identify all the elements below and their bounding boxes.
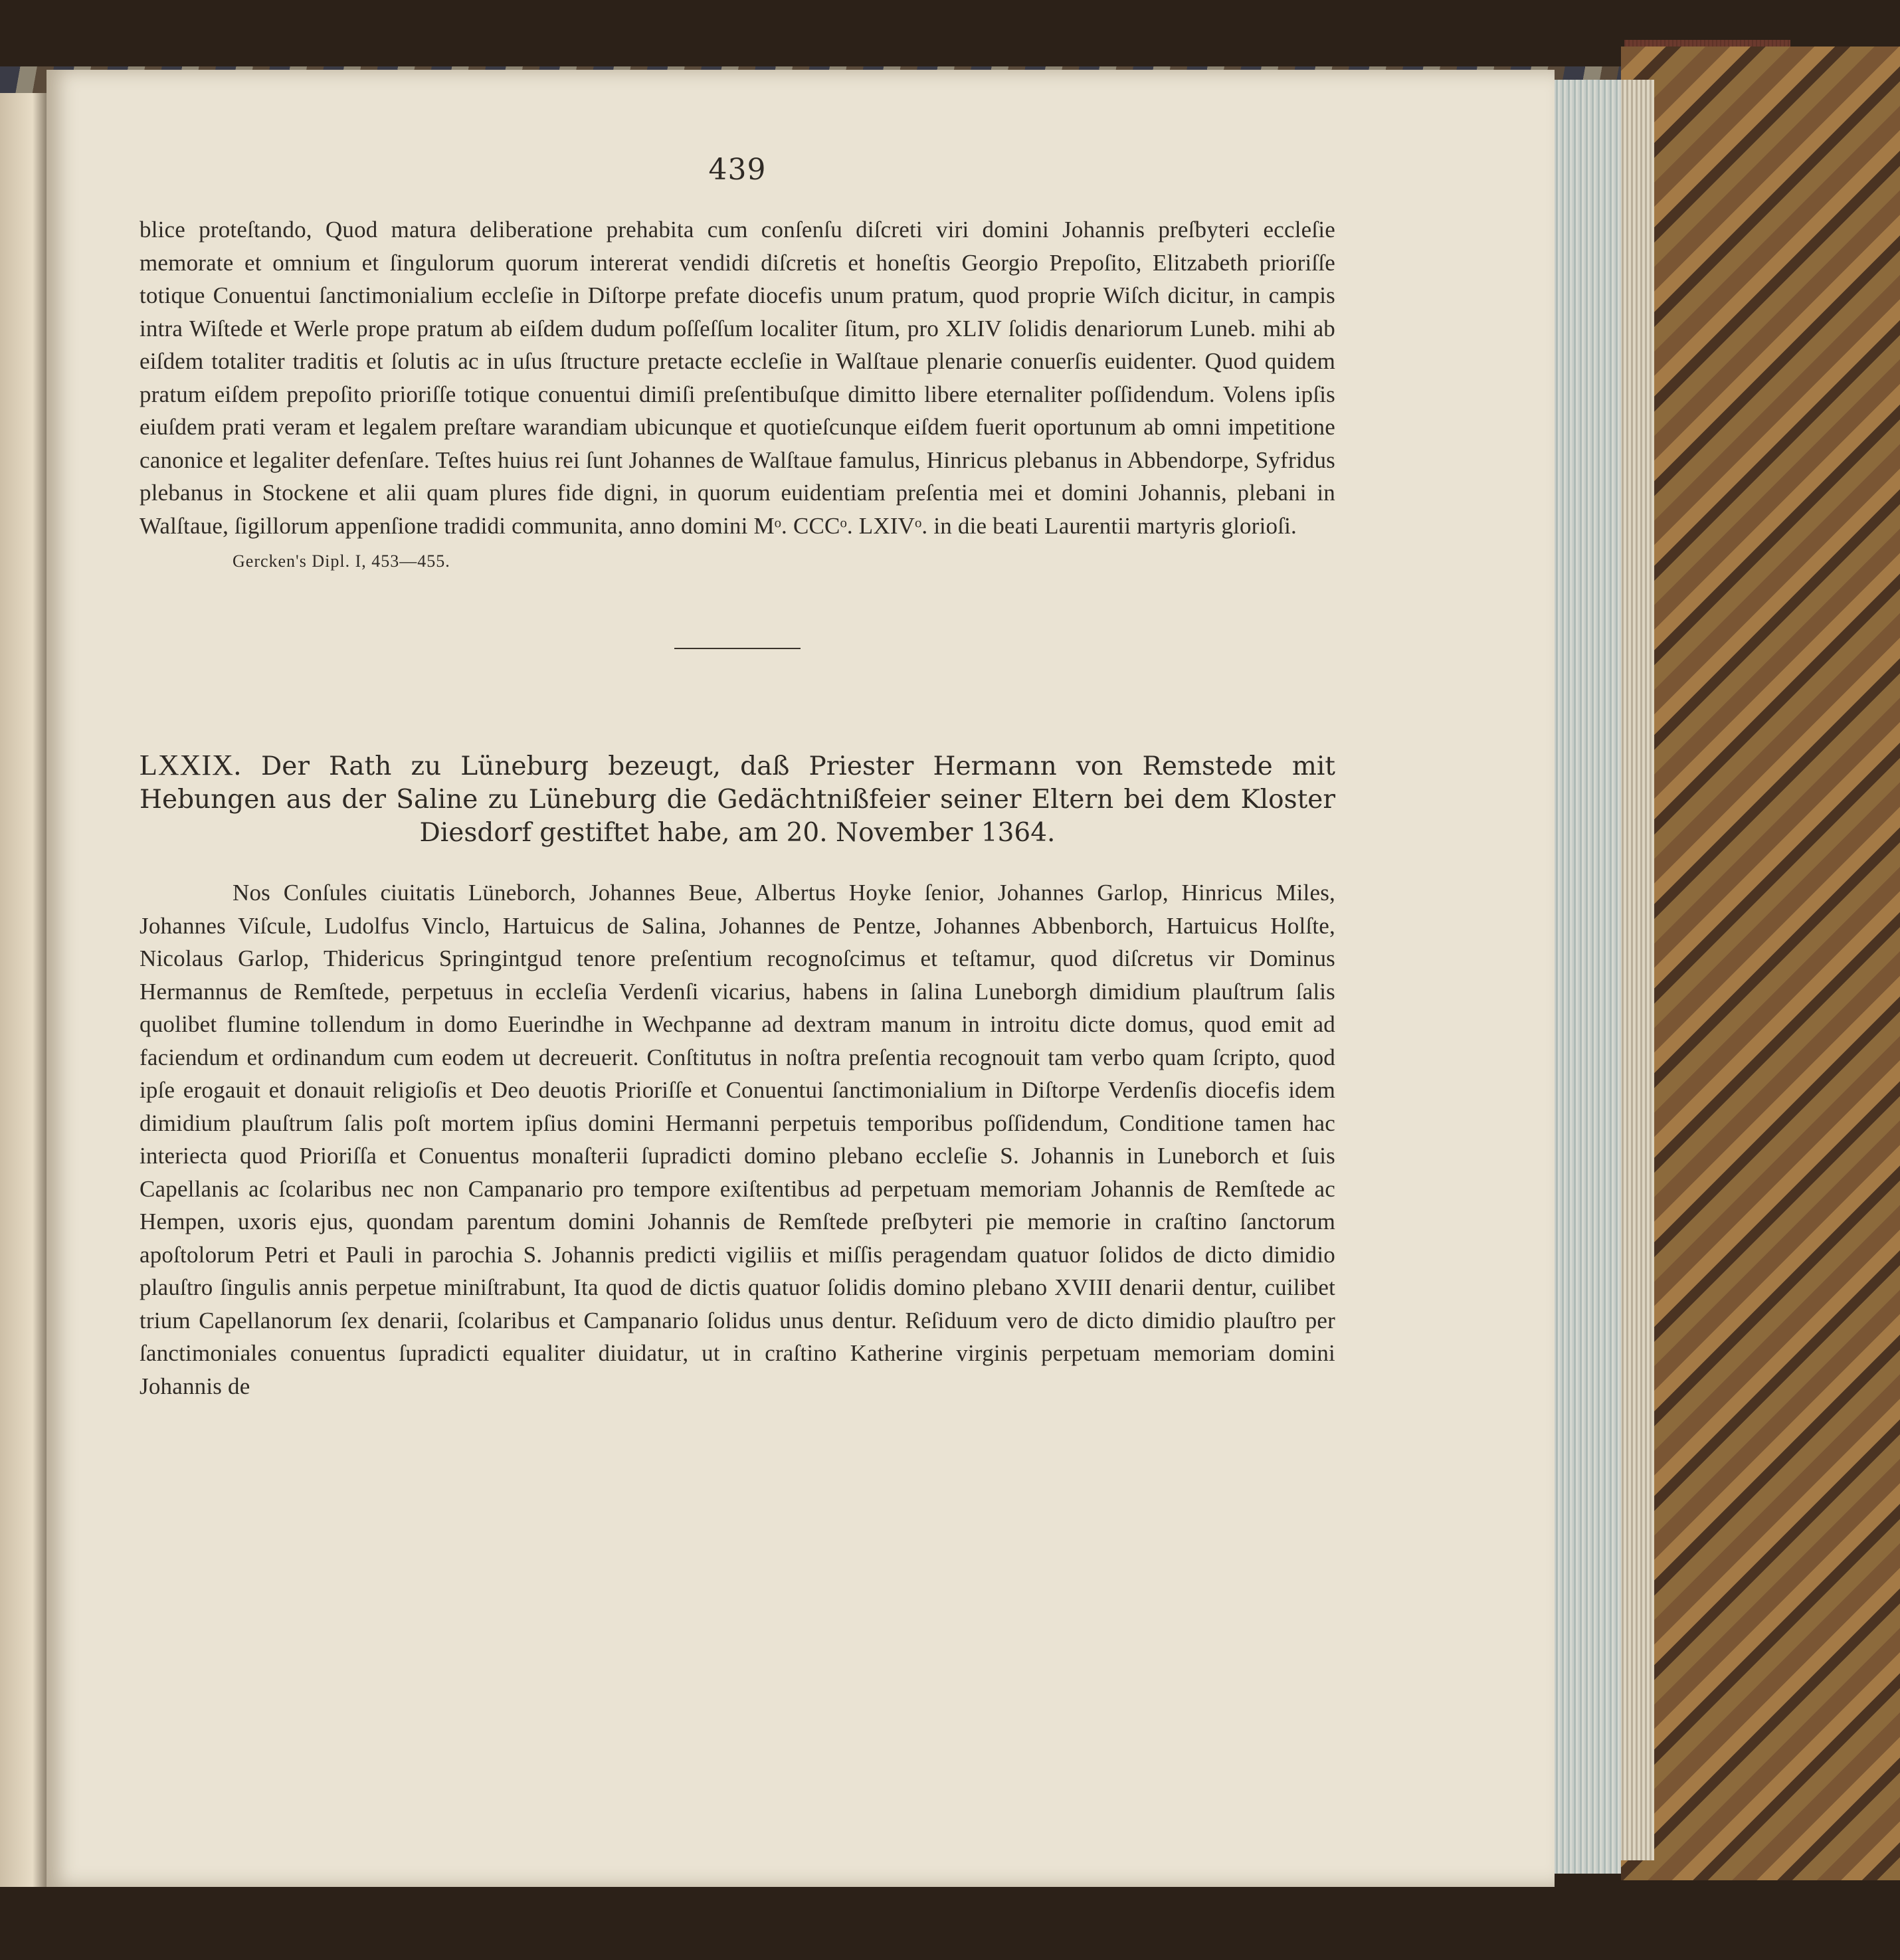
page-content (140, 153, 1335, 1403)
document-title: Der Rath zu Lüneburg bezeugt, daß Priester Hermann von Remstede mit Hebungen aus der Saline zu Lüneburg die Gedächtnißfeier seiner Eltern bei dem Kloster Diesdorf gestiftet habe, am 20. November 1364. (140, 751, 1335, 848)
left-page-edge (0, 93, 47, 1887)
document-number: LXXIX. (140, 749, 242, 781)
paragraph-charter-end: blice proteſtando, Quod matura deliberatione prehabita cum conſenſu diſcreti viri domini Johannis preſbyteri eccleſie memorate et omnium et ſingulorum quorum intererat vendidi diſcretis et honeſtis Georgio Prepoſito, Elitzabeth prioriſſe totique Conuentui ſanctimonialium eccleſie in Diſtorpe prefate diocefis unum pratum, quod proprie Wiſch dicitur, in campis intra Wiſtede et Werle prope pratum ab eiſdem dudum poſſeſſum localiter ſitum, pro XLIV ſolidis denariorum Luneb. mihi ab eiſdem totaliter traditis et ſolutis ac in uſus ſtructure pretacte eccleſie in Walſtaue plenarie conuerſis euidenter. Quod quidem pratum eiſdem prepoſito prioriſſe totique conuentui dimiſi preſentibuſque dimitto libere eternaliter poſſidendum. Volens ipſis eiuſdem prati veram et legalem preſtare warandiam ubicunque et quotieſcunque eiſdem fuerit oportunum ab omni impetitione canonice et legaliter defenſare. Teſtes huius rei ſunt Johannes de Walſtaue famulus, Hinricus plebanus in Abbendorpe, Syfridus plebanus in Stockene et alii quam plures fide digni, in quorum euidentiam preſentia mei et domini Johannis, plebani in Walſtaue, ſigillorum appenſione tradidi communita, anno domini Mᵒ. CCCᵒ. LXIVᵒ. in die beati Laurentii martyris glorioſi. (140, 217, 1335, 539)
marbled-cover (1621, 47, 1900, 1880)
source-citation: Gercken's Dipl. I, 453—455. (233, 551, 450, 571)
page-fore-edge (1548, 80, 1621, 1874)
page-number: 439 (708, 153, 767, 187)
section-divider (674, 648, 801, 649)
document-heading (140, 749, 1335, 850)
paragraph-charter-text: Nos Conſules ciuitatis Lüneborch, Johannes Beue, Albertus Hoyke ſenior, Johannes Garlop, Hinricus Miles, Johannes Viſcule, Ludolfus Vinclo, Hartuicus de Salina, Johannes de Pentze, Johannes Abbenborch, Hartuicus Holſte, Nicolaus Garlop, Thidericus Springintgud tenore preſentium recognoſcimus et teſtamur, quod diſcretus vir Dominus Hermannus de Remſtede, perpetuus in eccleſia Verdenſi vicarius, habens in ſalina Luneborgh dimidium plauſtrum ſalis quolibet flumine tollendum in domo Euerindhe in Wechpanne ad dextram manum in introitu dicte domus, quod emit ad faciendum et ordinandum cum eodem ut decreuerit. Conſtitutus in noſtra preſentia recognouit tam verbo quam ſcripto, quod ipſe erogauit et donauit religioſis et Deo deuotis Prioriſſe et Conuentui ſanctimonialium in Diſtorpe Verdenſis diocefis idem dimidium plauſtrum ſalis poſt mortem ipſius domini Hermanni perpetuis temporibus poſſidendum, Conditione tamen hac interiecta quod Prioriſſa et Conuentus monaſterii ſupradicti domino plebano eccleſie S. Johannis in Luneborch et ſuis Capellanis ac ſcolaribus nec non Campanario pro tempore exiſtentibus ad perpetuam memoriam Johannis de Remſtede ac Hempen, uxoris ejus, quondam parentum domini Johannis de Remſtede preſbyteri pie memorie in craſtino ſanctorum apoſtolorum Petri et Pauli in parochia S. Johannis predicti vigiliis et miſſis peragendam quatuor ſolidos de dicto dimidio plauſtro ſingulis annis perpetue miniſtrabunt, Ita quod de dictis quatuor ſolidis domino plebano XVIII denarii dentur, cuilibet trium Capellanorum ſex denarii, ſcolaribus et Campanario ſolidus unus dentur. Reſiduum vero de dicto dimidio plauſtro per ſanctimoniales conuentus ſupradicti equaliter diuidatur, ut in craſtino Katherine virginis perpetuam memoriam domini Johannis de (140, 880, 1335, 1399)
